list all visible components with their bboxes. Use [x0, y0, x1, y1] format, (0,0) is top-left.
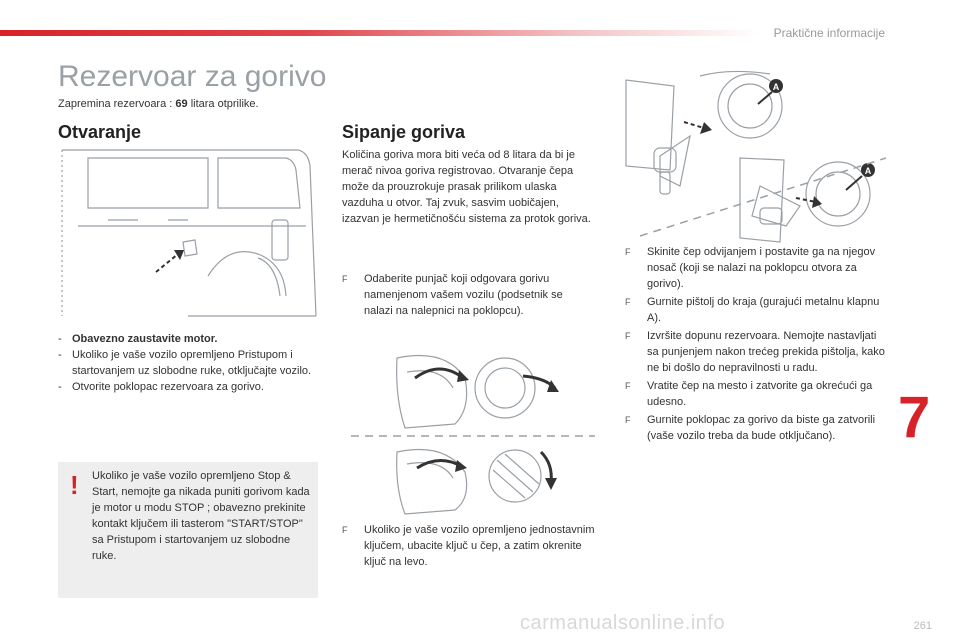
refuelling-heading: Sipanje goriva [342, 122, 466, 142]
van-illustration [58, 146, 320, 322]
subtitle-prefix: Zapremina rezervoara : [58, 98, 176, 110]
refuelling-steps [625, 244, 890, 446]
page-title: Rezervoar za gorivo [58, 60, 327, 93]
fuel-cap-opening-illustration [345, 348, 601, 516]
refuelling-bullet-1: F Odaberite punjač koji odgovara gorivu namenjenom vašem vozilu (podsetnik se nalazi na nalepnici na poklopcu). [342, 273, 563, 317]
refuelling-bullet-2: F Ukoliko je vaše vozilo opremljeno jednostavnim ključem, ubacite ključ u čep, a zatim okrenite ključ na levo. [342, 524, 595, 568]
list-item: F Izvršite dopunu rezervoara. Nemojte nastavljati sa punjenjem nakon trećeg prekida pištolja, kako ne bi došlo do nepravilnosti u radu. [625, 330, 885, 374]
list-item: F Vratite čep na mesto i zatvorite ga okrećući ga udesno. [625, 380, 873, 408]
watermark: carmanualsonline.info [520, 612, 726, 634]
step-item: - Obavezno zaustavite motor. [58, 333, 218, 345]
bullet-marker: F [342, 525, 348, 535]
list-item: F Gurnite pištolj do kraja (gurajući metalnu klapnu A). [625, 296, 880, 324]
page-subtitle [58, 98, 259, 110]
warning-box [58, 462, 318, 598]
section-header: Praktične informacije [773, 26, 885, 40]
bullet-marker: F [342, 274, 348, 284]
opening-steps [58, 331, 320, 395]
subtitle-suffix: litara otprilike. [187, 98, 259, 110]
bullet-marker: F [625, 381, 631, 391]
refuelling-intro: Količina goriva mora biti veća od 8 litara da bi je merač nivoa goriva registrovao. Otvaranje čepa može da prouzrokuje prasak prilikom ulaska vazduha u otvor. Taj zvuk, sasvim uobičajen, izazvan je hermetičnošću sistema za protok goriva. [342, 149, 591, 225]
bullet-marker: F [625, 331, 631, 341]
bullet-marker: F [625, 297, 631, 307]
bullet-marker: F [625, 415, 631, 425]
label-a-text: A [772, 82, 780, 92]
step-item: - Ukoliko je vaše vozilo opremljeno Pristupom i startovanjem uz slobodne ruke, otključajte vozilo. [58, 349, 312, 377]
list-item: F Gurnite poklopac za gorivo da biste ga zatvorili (vaše vozilo treba da bude otključano). [625, 414, 876, 442]
list-item: F Skinite čep odvijanjem i postavite ga na njegov nosač (koji se nalazi na poklopcu otvora za gorivo). [625, 246, 876, 290]
opening-heading: Otvaranje [58, 122, 142, 142]
header-accent-bar [0, 30, 760, 36]
step-item: - Otvorite poklopac rezervoara za gorivo. [58, 381, 264, 393]
fuel-filler-illustration [600, 66, 890, 244]
warning-text: Ukoliko je vaše vozilo opremljeno Stop & Start, nemojte ga nikada puniti gorivom kada je motor u modu STOP ; obavezno prekinite kontakt ključem ili tasterom "START/STOP" sa Pristupom i startovanjem uz slobodne ruke. [92, 470, 310, 562]
bullet-marker: F [625, 247, 631, 257]
tank-capacity-value: 69 [175, 98, 188, 110]
label-a-text: A [864, 166, 872, 176]
warning-icon: ! [70, 470, 79, 500]
page-number: 261 [913, 620, 932, 632]
chapter-number: 7 [898, 385, 931, 450]
